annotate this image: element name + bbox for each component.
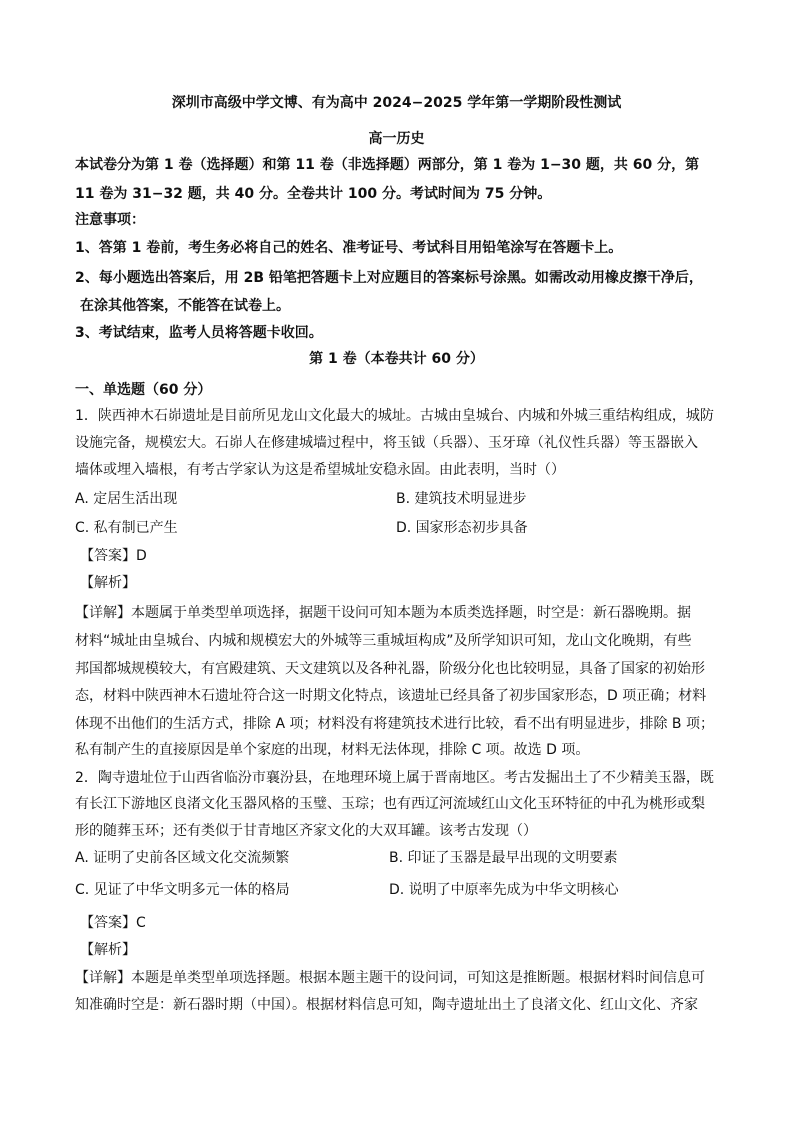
q1-detail-line: 邦国都城规模较大，有宫殿建筑、天文建筑以及各种礼器，阶级分化也比较明显，具备了国家的初始形 (75, 661, 705, 677)
q1-answer: 【答案】D (80, 548, 147, 564)
q1-option-b: B. 建筑技术明显进步 (396, 491, 527, 507)
q1-option-d: D. 国家形态初步具备 (396, 520, 528, 536)
q2-option-b: B. 印证了玉器是最早出现的文明要素 (389, 850, 618, 866)
q2-answer: 【答案】C (80, 915, 146, 931)
q2-analysis-label: 【解析】 (80, 942, 136, 958)
q2-stem-line: 形的随葬玉环；还有类似于甘青地区齐家文化的大双耳罐。该考古发现（） (75, 823, 537, 839)
q1-stem-line: 1．陕西神木石峁遗址是目前所见龙山文化最大的城址。古城由皇城台、内城和外城三重结构组成，城防 (75, 408, 714, 424)
intro-line-1: 本试卷分为第 1 卷（选择题）和第 11 卷（非选择题）两部分，第 1 卷为 1−30 题，共 60 分，第 (75, 157, 700, 173)
intro-line-2: 11 卷为 31−32 题，共 40 分。全卷共计 100 分。考试时间为 75 分钟。 (75, 186, 552, 202)
notice-title: 注意事项： (75, 212, 145, 228)
q2-stem-line: 2．陶寺遗址位于山西省临汾市襄汾县，在地理环境上属于晋南地区。考古发掘出土了不少精美玉器，既 (75, 770, 714, 786)
q1-option-c: C. 私有制已产生 (75, 520, 178, 536)
q1-options-row-2 (75, 519, 715, 539)
q1-detail-line: 私有制产生的直接原因是单个家庭的出现，材料无法体现，排除 C 项。故选 D 项。 (75, 742, 590, 758)
notice-item-1: 1、答第 1 卷前，考生务必将自己的姓名、准考证号、考试科目用铅笔涂写在答题卡上。 (75, 240, 623, 256)
exam-title: 深圳市高级中学文博、有为高中 2024−2025 学年第一学期阶段性测试 (171, 95, 622, 111)
q2-options-row-1 (75, 849, 715, 869)
q1-detail-line: 体现不出他们的生活方式，排除 A 项；材料没有将建筑技术进行比较，看不出有明显进步，排除 B 项； (75, 716, 714, 732)
subject-title: 高一历史 (368, 131, 425, 147)
q1-detail-line: 【详解】本题属于单类型单项选择，据题干设问可知本题为本质类选择题，时空是：新石器晚期。据 (75, 605, 691, 621)
q2-detail-line: 知准确时空是：新石器时期（中国）。根据材料信息可知，陶寺遗址出土了良渚文化、红山文化、齐家 (75, 997, 698, 1013)
q1-analysis-label: 【解析】 (80, 575, 136, 591)
q2-option-d: D. 说明了中原率先成为中华文明核心 (389, 882, 619, 898)
q1-detail-line: 材料“城址由皇城台、内城和规模宏大的外城等三重城垣构成”及所学知识可知，龙山文化晚期，有些 (75, 633, 692, 649)
q2-option-c: C. 见证了中华文明多元一体的格局 (75, 882, 290, 898)
q2-detail-line: 【详解】本题是单类型单项选择题。根据本题主题干的设问词，可知这是推断题。根据材料时间信息可 (75, 970, 705, 986)
q1-detail-line: 态，材料中陕西神木石遗址符合这一时期文化特点，该遗址已经具备了初步国家形态，D 项正确；材料 (75, 688, 707, 704)
notice-item-2b: 在涂其他答案，不能答在试卷上。 (80, 298, 290, 314)
q1-option-a: A. 定居生活出现 (75, 491, 178, 507)
q2-stem-line: 有长江下游地区良渚文化玉器风格的玉璧、玉琮；也有西辽河流域红山文化玉环特征的中孔为桃形或梨 (75, 796, 705, 812)
q1-options-row-1 (75, 490, 715, 510)
section-title: 第 1 卷（本卷共计 60 分） (309, 351, 484, 367)
notice-item-3: 3、考试结束，监考人员将答题卡收回。 (75, 325, 323, 341)
part-title: 一、单选题（60 分） (75, 382, 212, 398)
q2-option-a: A. 证明了史前各区域文化交流频繁 (75, 850, 290, 866)
q1-stem-line: 墙体或埋入墙根，有考古学家认为这是希望城址安稳永固。由此表明，当时（） (75, 462, 565, 478)
q2-options-row-2 (75, 881, 715, 901)
notice-item-2a: 2、每小题选出答案后，用 2B 铅笔把答题卡上对应题目的答案标号涂黑。如需改动用橡皮擦干净后， (75, 270, 703, 286)
q1-stem-line: 设施完备，规模宏大。石峁人在修建城墙过程中，将玉钺（兵器）、玉牙璋（礼仪性兵器）等玉器嵌入 (75, 435, 698, 451)
